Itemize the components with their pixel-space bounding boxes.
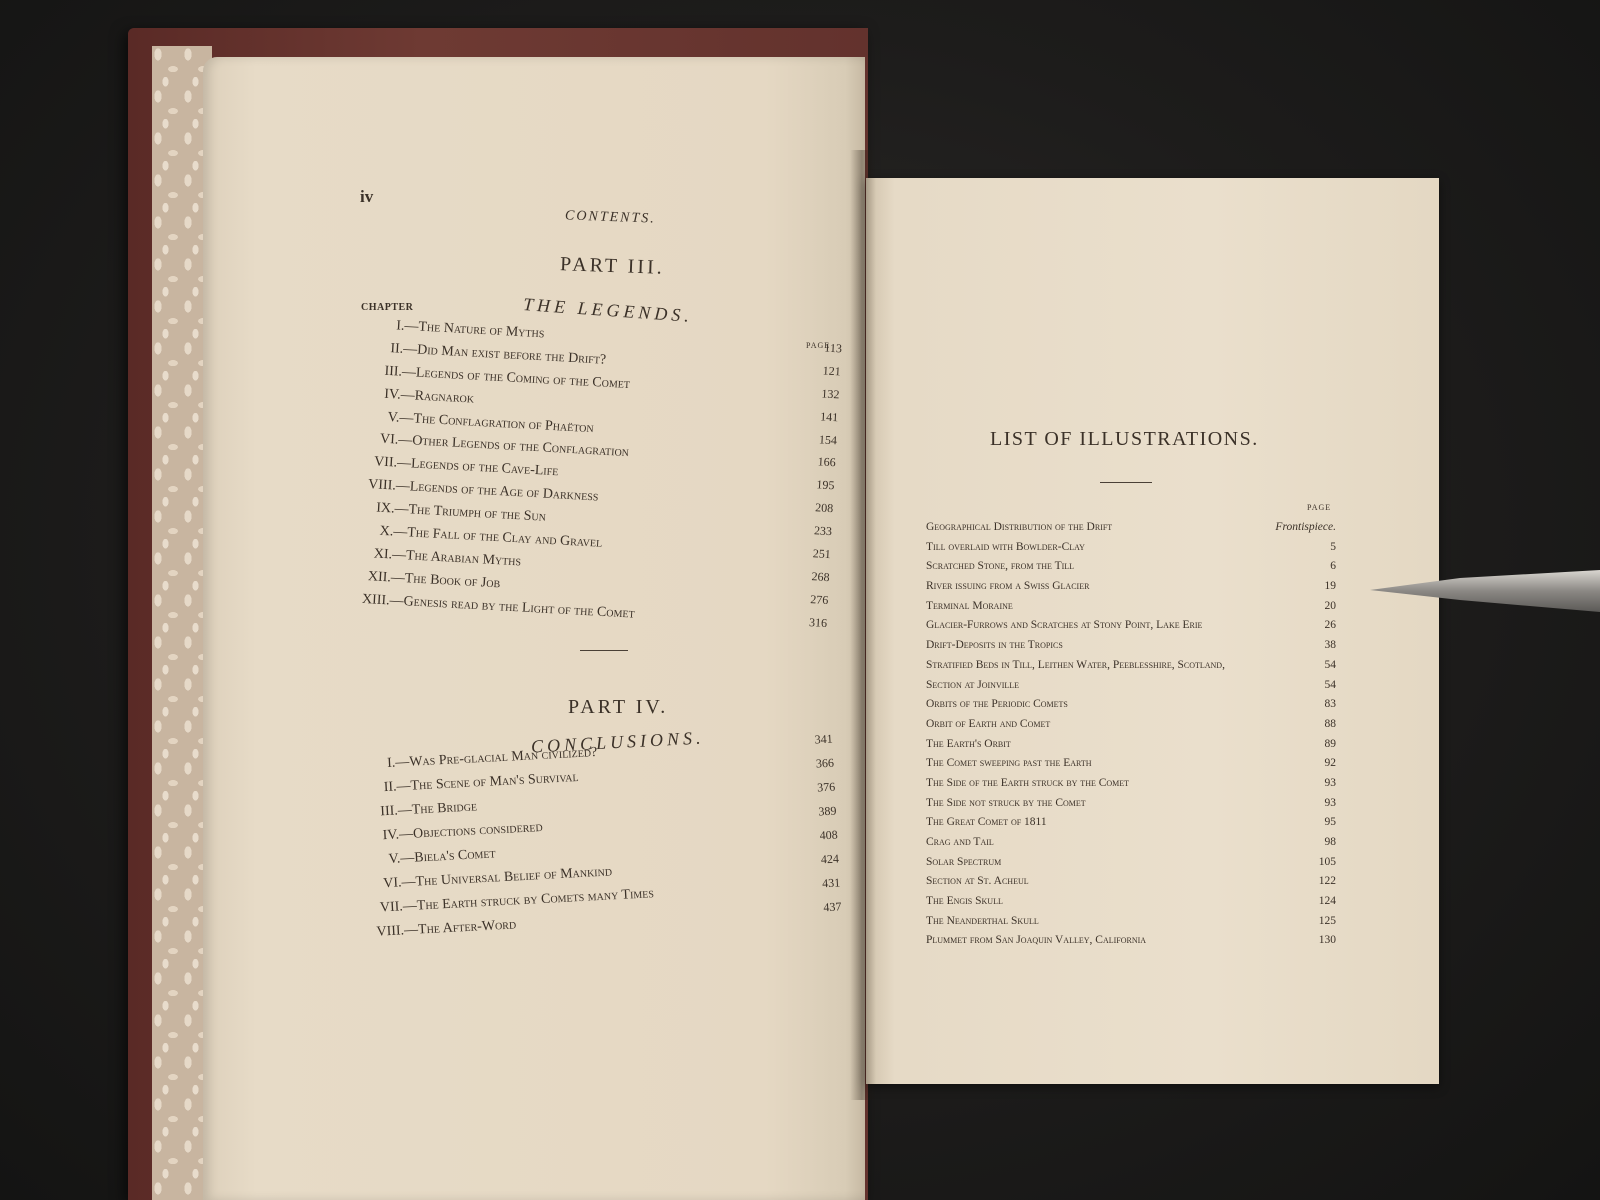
illustration-page: 54: [1324, 658, 1336, 671]
chapter-title: —The Scene of Man's Survival: [396, 769, 579, 795]
illustration-entry: [926, 856, 1336, 876]
illustration-page: 130: [1318, 934, 1336, 947]
chapter-number: IX.: [375, 500, 395, 517]
chapter-page: 132: [821, 386, 840, 402]
illustration-page: 124: [1318, 895, 1336, 908]
illustration-page: 26: [1324, 619, 1336, 632]
chapter-page: 268: [811, 569, 830, 585]
chapter-title: —The Arabian Myths: [391, 547, 522, 570]
illustration-title: Orbits of the Periodic Comets: [926, 698, 1068, 711]
illustration-entry: [926, 757, 1336, 777]
illustration-title: Geographical Distribution of the Drift: [926, 521, 1113, 533]
chapter-number: V.: [388, 851, 401, 868]
illustration-title: Stratified Beds in Till, Leithen Water, Peeblesshire, Scotland,: [926, 658, 1225, 671]
letter-opener-blade: [1370, 560, 1600, 620]
illustration-page: 54: [1324, 678, 1336, 691]
chapter-page: 437: [823, 899, 842, 915]
part-three-heading: PART III.: [559, 253, 666, 279]
part-four-heading: PART IV.: [568, 696, 669, 718]
illustration-entry: [926, 718, 1336, 738]
illustration-title: The Engis Skull: [926, 895, 1003, 908]
illustration-title: Till overlaid with Bowlder-Clay: [926, 540, 1085, 553]
chapter-number: XI.: [373, 546, 393, 563]
chapter-page: 113: [823, 340, 843, 356]
chapter-number: I.: [395, 318, 405, 334]
illustration-entry: [926, 836, 1336, 856]
illustration-entry: [926, 521, 1336, 541]
chapter-page: 121: [822, 363, 842, 379]
chapter-title: —The Earth struck by Comets many Times: [402, 886, 655, 915]
chapter-number: XIII.: [361, 591, 391, 609]
illustration-page: 89: [1324, 737, 1336, 750]
illustration-entry: [926, 797, 1336, 817]
illustration-page: 93: [1324, 776, 1336, 789]
page-number: iv: [360, 187, 374, 206]
illustration-title: Glacier-Furrows and Scratches at Stony Point, Lake Erie: [926, 619, 1203, 632]
chapter-title: —Objections considered: [398, 819, 544, 843]
illustration-page: 38: [1324, 639, 1336, 652]
illustration-title: Drift-Deposits in the Tropics: [926, 639, 1063, 652]
chapter-page: 208: [814, 500, 834, 516]
chapter-number: I.: [386, 755, 396, 771]
illustration-title: Crag and Tail: [926, 836, 994, 848]
illustration-title: The Great Comet of 1811: [926, 816, 1047, 829]
part-four-subtitle: CONCLUSIONS.: [530, 727, 705, 757]
illustration-entry: [926, 875, 1336, 895]
illustration-page: 83: [1324, 698, 1336, 711]
illustration-page: 20: [1324, 599, 1336, 612]
chapter-title: —The Conflagration of Phaëton: [399, 410, 595, 436]
title-divider: [1100, 482, 1152, 483]
chapter-title: —The Book of Job: [390, 570, 501, 592]
chapter-title: —The Bridge: [397, 799, 478, 819]
chapter-title: —Genesis read by the Light of the Comet: [389, 593, 636, 622]
illustration-page: 92: [1324, 757, 1336, 770]
chapter-number: VIII.: [367, 477, 397, 494]
part-three-subtitle: THE LEGENDS.: [522, 294, 694, 326]
illustration-entry: [926, 600, 1336, 620]
illustration-title: Solar Spectrum: [926, 855, 1002, 868]
chapter-page: 408: [819, 827, 839, 843]
chapter-title: —The Fall of the Clay and Gravel: [392, 524, 603, 551]
chapter-number: VI.: [382, 875, 402, 892]
chapter-title: —Did Man exist before the Drift?: [402, 341, 607, 368]
illustration-page: 5: [1330, 540, 1336, 553]
illustration-title: The Comet sweeping past the Earth: [926, 757, 1092, 770]
illustration-entry: [926, 659, 1336, 679]
contents-page: [203, 57, 865, 1200]
illustrations-page: [866, 178, 1439, 1084]
illustration-page: 122: [1318, 875, 1336, 888]
illustration-title: Section at St. Acheul: [926, 875, 1029, 888]
chapter-page: 366: [815, 755, 835, 771]
chapter-title: —Legends of the Cave-Life: [396, 455, 559, 480]
page-column-label: PAGE: [806, 341, 831, 350]
illustration-title: Scratched Stone, from the Till: [926, 560, 1075, 573]
illustration-entry: [926, 934, 1336, 954]
chapter-page: 233: [813, 523, 833, 539]
chapter-page: 341: [814, 731, 834, 747]
section-divider: [580, 650, 628, 651]
part-four-chapter-list: [343, 731, 842, 949]
chapter-page: 251: [812, 546, 832, 562]
chapter-number: III.: [384, 363, 403, 380]
illustration-title: Terminal Moraine: [926, 599, 1013, 612]
illustration-title: River issuing from a Swiss Glacier: [926, 580, 1090, 593]
running-head: CONTENTS.: [564, 208, 657, 227]
illustrations-title: LIST OF ILLUSTRATIONS.: [990, 428, 1259, 450]
illustration-page: Frontispiece.: [1275, 521, 1336, 533]
chapter-page: 154: [818, 431, 838, 447]
illustrations-page-label: PAGE: [1307, 503, 1332, 512]
chapter-page: 166: [817, 454, 837, 470]
illustration-page: 93: [1324, 796, 1336, 809]
chapter-title: —Other Legends of the Conflagration: [397, 433, 630, 461]
chapter-number: IV.: [382, 827, 400, 844]
illustration-title: Orbit of Earth and Comet: [926, 717, 1051, 730]
illustration-title: Section at Joinville: [926, 678, 1020, 691]
illustration-entry: [926, 580, 1336, 600]
chapter-page: 316: [808, 614, 828, 630]
chapter-title: —Was Pre-glacial Man civilized?: [394, 744, 598, 771]
chapter-page: 389: [818, 803, 837, 819]
chapter-title: —Legends of the Age of Darkness: [395, 478, 599, 505]
chapter-page: 195: [816, 477, 835, 493]
illustration-entry: [926, 895, 1336, 915]
chapter-page: 276: [809, 591, 829, 607]
illustration-entry: [926, 560, 1336, 580]
part-three-chapter-list: [337, 315, 843, 638]
illustration-entry: [926, 639, 1336, 659]
chapter-page: 431: [821, 875, 841, 891]
chapter-title: —Biela's Comet: [399, 846, 496, 867]
illustration-page: 6: [1330, 560, 1336, 573]
chapter-title: —The Nature of Myths: [404, 318, 545, 342]
illustration-title: The Side not struck by the Comet: [926, 796, 1086, 809]
illustration-page: 125: [1318, 914, 1336, 927]
illustration-entry: [926, 738, 1336, 758]
chapter-number: VII.: [379, 899, 404, 916]
chapter-title: —The After-Word: [403, 917, 517, 939]
illustration-title: The Side of the Earth struck by the Comet: [926, 776, 1130, 789]
illustration-entry: [926, 619, 1336, 639]
chapter-number: II.: [383, 779, 397, 796]
chapter-number: XII.: [367, 568, 392, 586]
chapter-title: —Ragnarok: [400, 387, 475, 407]
chapter-number: VI.: [379, 432, 399, 449]
illustration-entry: [926, 816, 1336, 836]
illustration-list: [926, 521, 1336, 954]
chapter-page: 424: [820, 851, 840, 867]
illustration-entry: [926, 915, 1336, 935]
illustration-entry: [926, 679, 1336, 699]
illustration-title: Plummet from San Joaquin Valley, California: [926, 934, 1147, 947]
illustration-page: 95: [1324, 816, 1336, 829]
chapter-number: X.: [379, 523, 394, 540]
chapter-title: —The Universal Belief of Mankind: [401, 864, 613, 891]
illustration-page: 105: [1318, 855, 1336, 868]
chapter-number: III.: [379, 803, 399, 820]
chapter-number: VII.: [373, 454, 398, 471]
illustration-entry: [926, 698, 1336, 718]
illustration-entry: [926, 777, 1336, 797]
illustration-title: The Earth's Orbit: [926, 737, 1011, 750]
illustration-page: 88: [1324, 717, 1336, 730]
illustration-title: The Neanderthal Skull: [926, 914, 1039, 927]
chapter-title: —The Triumph of the Sun: [394, 501, 547, 525]
chapter-page: 141: [819, 409, 839, 425]
chapter-number: VIII.: [376, 923, 405, 940]
illustration-page: 98: [1324, 836, 1336, 848]
chapter-number: V.: [387, 409, 400, 426]
illustration-entry: [926, 541, 1336, 561]
chapter-label: CHAPTER: [361, 302, 414, 313]
chapter-page: 376: [816, 779, 836, 795]
chapter-number: IV.: [383, 386, 402, 403]
chapter-title: —Legends of the Coming of the Comet: [401, 364, 631, 392]
chapter-number: II.: [390, 340, 404, 357]
illustration-page: 19: [1324, 580, 1336, 593]
